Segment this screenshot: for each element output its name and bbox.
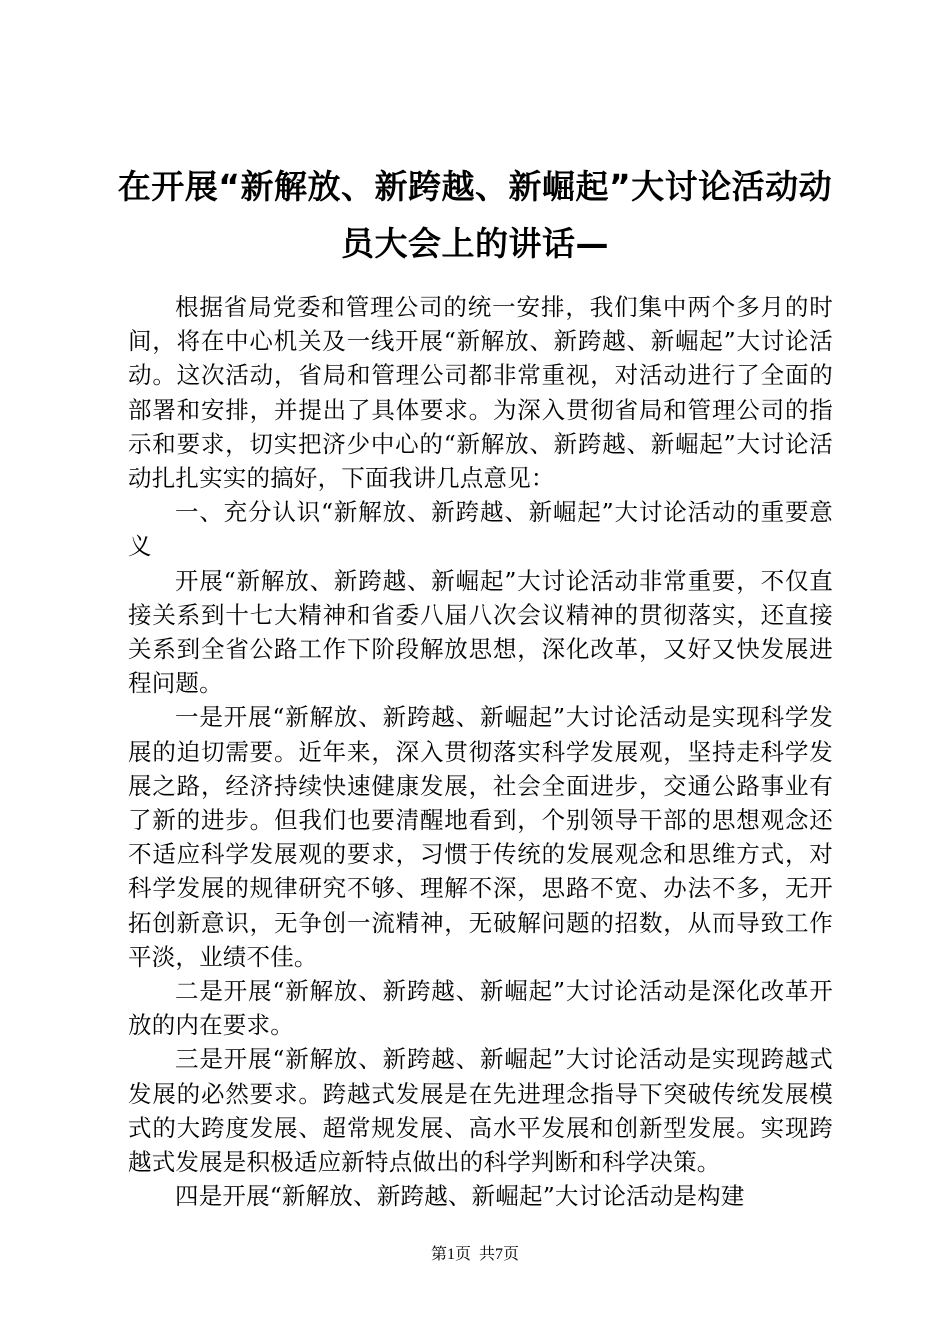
document-body [128,290,833,1213]
paragraph-point-3: 三是开展“新解放、新跨越、新崛起”大讨论活动是实现跨越式发展的必然要求。跨越式发展是在先进理念指导下突破传统发展模式的大跨度发展、超常规发展、高水平发展和创新型发展。实现跨越式发展是积极适应新特点做出的科学判断和科学决策。 [128,1045,833,1177]
paragraph-significance: 开展“新解放、新跨越、新崛起”大讨论活动非常重要，不仅直接关系到十七大精神和省委八届八次会议精神的贯彻落实，还直接关系到全省公路工作下阶段解放思想，深化改革，又好又快发展进程问题。 [128,566,833,698]
paragraph-intro: 根据省局党委和管理公司的统一安排，我们集中两个多月的时间，将在中心机关及一线开展“新解放、新跨越、新崛起”大讨论活动。这次活动，省局和管理公司都非常重视，对活动进行了全面的部署和安排，并提出了具体要求。为深入贯彻省局和管理公司的指示和要求，切实把济少中心的“新解放、新跨越、新崛起”大讨论活动扎扎实实的搞好，下面我讲几点意见： [128,293,833,493]
section-heading-1: 一、充分认识“新解放、新跨越、新崛起”大讨论活动的重要意义 [128,498,833,561]
paragraph-point-1: 一是开展“新解放、新跨越、新崛起”大讨论活动是实现科学发展的迫切需要。近年来，深入贯彻落实科学发展观，坚持走科学发展之路，经济持续快速健康发展，社会全面进步，交通公路事业有了新的进步。但我们也要清醒地看到，个别领导干部的思想观念还不适应科学发展观的要求，习惯于传统的发展观念和思维方式，对科学发展的规律研究不够、理解不深，思路不宽、办法不多，无开拓创新意识，无争创一流精神，无破解问题的招数，从而导致工作平淡，业绩不佳。 [128,703,833,971]
paragraph-point-2: 二是开展“新解放、新跨越、新崛起”大讨论活动是深化改革开放的内在要求。 [128,977,833,1040]
document-title: 在开展“新解放、新跨越、新崛起”大讨论活动动员大会上的讲话— [117,167,833,263]
page-number-footer: 第1页 共7页 [430,1246,519,1263]
paragraph-point-4: 四是开展“新解放、新跨越、新崛起”大讨论活动是构建 [175,1182,745,1211]
